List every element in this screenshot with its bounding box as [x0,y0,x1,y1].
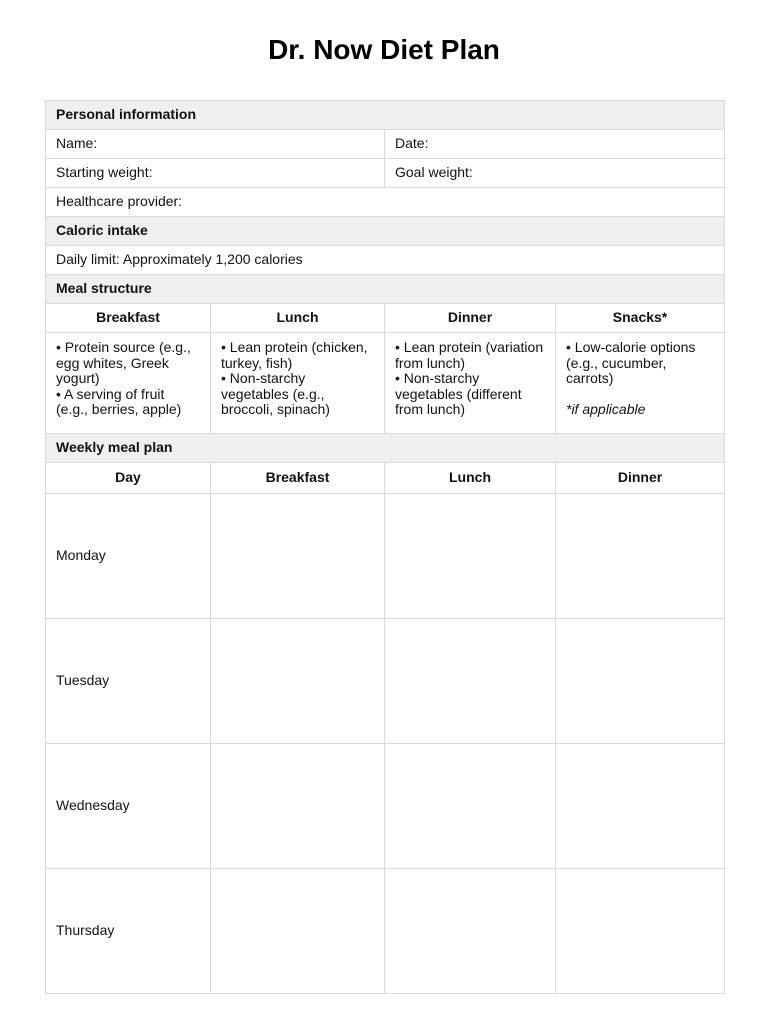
dinner-cell[interactable] [556,744,725,869]
caloric-intake-heading: Caloric intake [46,217,725,246]
guideline-item: • A serving of fruit (e.g., berries, apple) [56,385,182,417]
guideline-item: • Low-calorie options (e.g., cucumber, carrots) [566,339,696,386]
meal-col-dinner: Dinner [385,304,556,333]
diet-plan-table [45,100,725,994]
date-field[interactable]: Date: [385,130,725,159]
name-field[interactable]: Name: [46,130,385,159]
dinner-cell[interactable] [556,869,725,994]
day-label: Thursday [46,869,211,994]
personal-info-heading: Personal information [46,101,725,130]
table-row [46,869,725,994]
weekly-plan-heading: Weekly meal plan [46,434,725,463]
breakfast-cell[interactable] [211,744,385,869]
meal-structure-heading: Meal structure [46,275,725,304]
breakfast-cell[interactable] [211,494,385,619]
weekly-col-day: Day [46,463,211,494]
breakfast-cell[interactable] [211,619,385,744]
breakfast-cell[interactable] [211,869,385,994]
snacks-footnote: *if applicable [566,401,646,417]
guideline-item: • Lean protein (variation from lunch) [395,339,544,371]
dinner-cell[interactable] [556,619,725,744]
meal-col-breakfast: Breakfast [46,304,211,333]
healthcare-provider-field[interactable]: Healthcare provider: [46,188,725,217]
lunch-cell[interactable] [385,869,556,994]
breakfast-guidelines [46,333,211,434]
day-label: Monday [46,494,211,619]
table-row [46,619,725,744]
lunch-cell[interactable] [385,619,556,744]
lunch-cell[interactable] [385,744,556,869]
guideline-item: • Non-starchy vegetables (different from lunch) [395,370,522,417]
snacks-guidelines [556,333,725,434]
guideline-item: • Lean protein (chicken, turkey, fish) [221,339,368,371]
lunch-guidelines [211,333,385,434]
dinner-cell[interactable] [556,494,725,619]
dinner-guidelines [385,333,556,434]
guideline-item: • Non-starchy vegetables (e.g., broccoli, spinach) [221,370,330,417]
page-title: Dr. Now Diet Plan [268,34,500,65]
day-label: Tuesday [46,619,211,744]
meal-col-lunch: Lunch [211,304,385,333]
meal-col-snacks: Snacks* [556,304,725,333]
lunch-cell[interactable] [385,494,556,619]
daily-limit-text: Daily limit: Approximately 1,200 calories [46,246,725,275]
guideline-item: • Protein source (e.g., egg whites, Greek yogurt) [56,339,191,386]
starting-weight-field[interactable]: Starting weight: [46,159,385,188]
weekly-col-lunch: Lunch [385,463,556,494]
weekly-col-breakfast: Breakfast [211,463,385,494]
day-label: Wednesday [46,744,211,869]
table-row [46,494,725,619]
goal-weight-field[interactable]: Goal weight: [385,159,725,188]
weekly-col-dinner: Dinner [556,463,725,494]
table-row [46,744,725,869]
